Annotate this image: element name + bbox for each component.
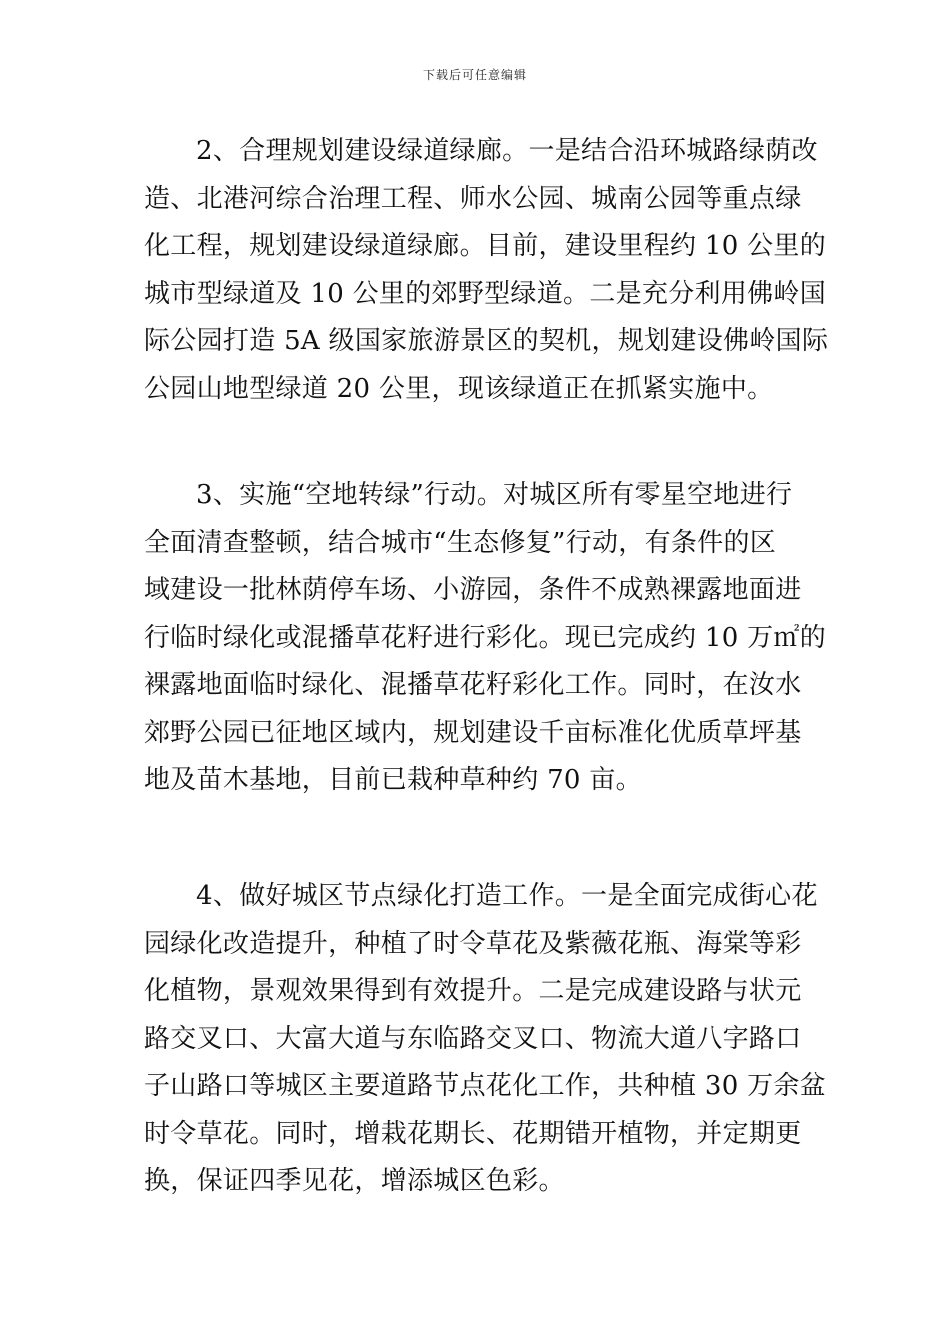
text-line: 路交叉口、大富大道与东临路交叉口、物流大道八字路口 [144, 1023, 802, 1054]
text-line: 际公园打造 5A 级国家旅游景区的契机，规划建设佛岭国际 [144, 326, 829, 356]
paragraph-2 [144, 128, 829, 413]
text-line: 园绿化改造提升，种植了时令草花及紫薇花瓶、海棠等彩 [144, 928, 802, 959]
text-line: 行临时绿化或混播草花籽进行彩化。现已完成约 10 万㎡的 [144, 622, 827, 653]
text-line: 地及苗木基地，目前已栽种草种约 70 亩。 [144, 765, 642, 795]
text-line: 城市型绿道及 10 公里的郊野型绿道。二是充分利用佛岭国 [144, 278, 827, 309]
paragraph-4 [144, 873, 827, 1206]
text-line: 4、做好城区节点绿化打造工作。一是全面完成街心花 [196, 881, 818, 911]
text-line: 子山路口等城区主要道路节点花化工作，共种植 30 万余盆 [144, 1071, 827, 1101]
text-line: 化植物，景观效果得到有效提升。二是完成建设路与状元 [144, 976, 802, 1006]
text-line: 郊野公园已征地区域内，规划建设千亩标准化优质草坪基 [144, 717, 802, 748]
text-line: 化工程，规划建设绿道绿廊。目前，建设里程约 10 公里的 [144, 231, 827, 261]
text-line: 造、北港河综合治理工程、师水公园、城南公园等重点绿 [144, 183, 802, 214]
text-line: 域建设一批林荫停车场、小游园，条件不成熟裸露地面进 [144, 575, 802, 605]
text-line: 公园山地型绿道 20 公里，现该绿道正在抓紧实施中。 [144, 373, 774, 404]
text-line: 裸露地面临时绿化、混播草花籽彩化工作。同时，在汝水 [144, 670, 802, 700]
text-line: 3、实施“空地转绿”行动。对城区所有零星空地进行 [196, 480, 793, 510]
text-line: 换，保证四季见花，增添城区色彩。 [144, 1166, 565, 1196]
page-header: 下载后可任意编辑 [422, 68, 527, 82]
paragraph-3 [144, 472, 827, 805]
text-line: 全面清查整顿，结合城市“生态修复”行动，有条件的区 [144, 527, 777, 558]
text-line: 时令草花。同时，增栽花期长、花期错开植物，并定期更 [144, 1118, 802, 1149]
text-line: 2、合理规划建设绿道绿廊。一是结合沿环城路绿荫改 [196, 136, 818, 166]
